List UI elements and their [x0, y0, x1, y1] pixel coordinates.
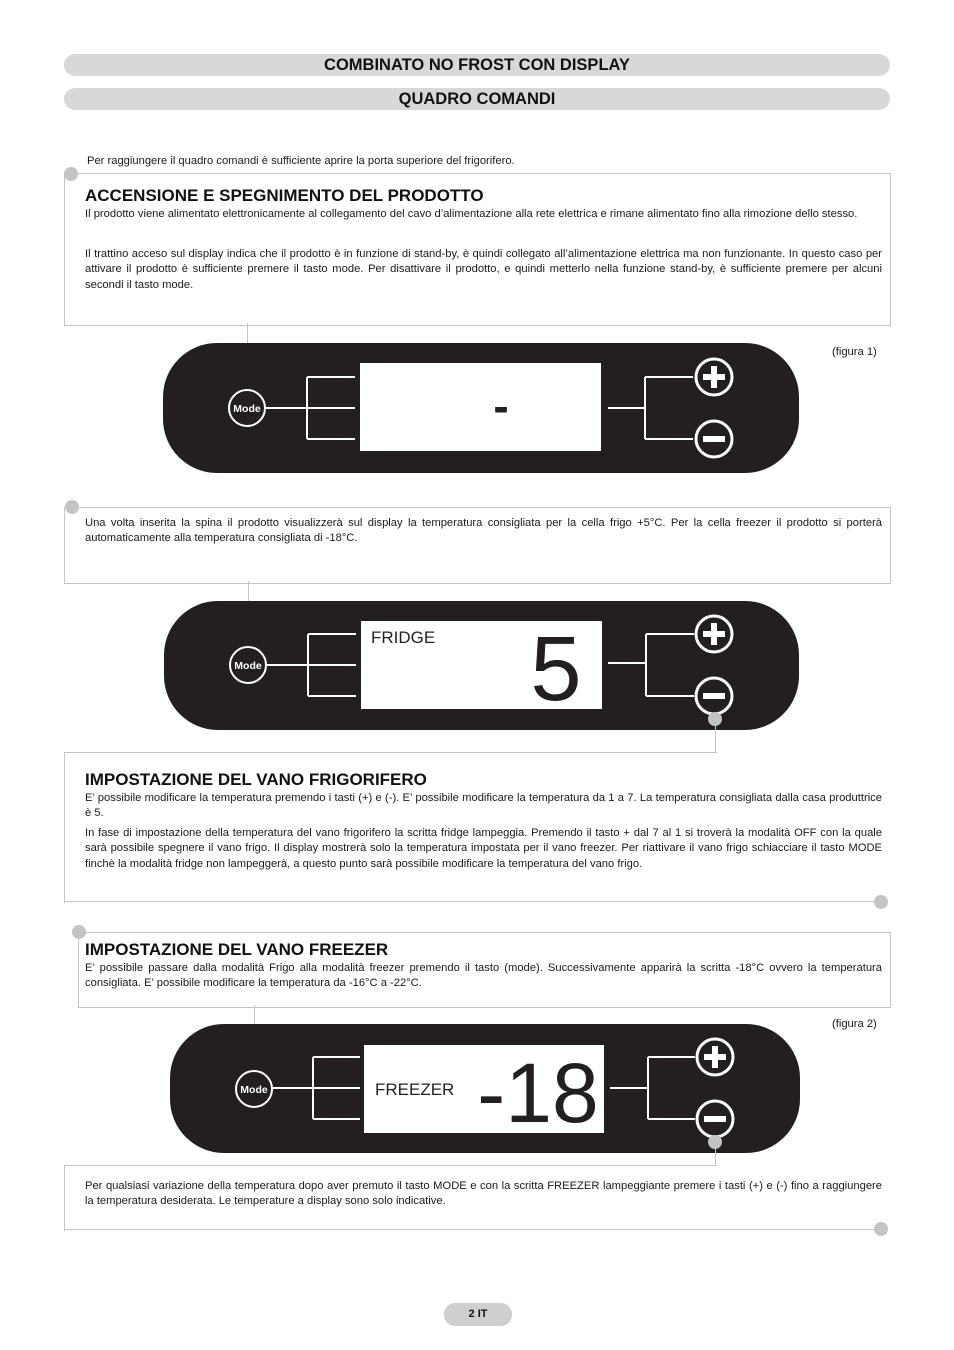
plus-button[interactable]	[696, 359, 732, 395]
document-subtitle: QUADRO COMANDI	[64, 88, 890, 110]
minus-icon	[704, 1116, 726, 1122]
callout-dot	[72, 925, 86, 939]
section-plug-text: Una volta inserita la spina il prodotto visualizzerà sul display la temperatura consigliata per la cella frigo +5°C. Per la cella freezer il prodotto si porterà automaticamente alla temperatura consigliata di -18°C.	[85, 517, 882, 545]
callout-dot	[64, 167, 78, 181]
control-panel-freezer	[170, 1024, 800, 1153]
section-fridge-paragraph-2: In fase di impostazione della temperatura del vano frigorifero la scritta fridge lampeggia. Premendo il tasto + dal 7 al 1 si troverà la modalità OFF con la quale sarà possibile spegnere il vano frigo. Il display mostrerà solo la temperatura impostata per il vano freezer. Per riattivare il vano frigo schiacciare il tasto MODE finchè la modalità fridge non lampeggerà, a questo punto sarà possibile modificare la temperatura del vano frigo.	[85, 827, 882, 870]
mode-button-label: Mode	[233, 403, 261, 415]
minus-button[interactable]	[697, 1101, 733, 1137]
control-panel-fridge	[164, 601, 799, 730]
minus-icon	[703, 693, 725, 699]
display-fridge-value: 5	[530, 618, 582, 720]
mode-button[interactable]	[236, 1071, 272, 1107]
figure1-caption: (figura 1)	[832, 346, 877, 358]
section-power-paragraph-2: Il trattino acceso sul display indica che il prodotto è in funzione di stand-by, è quindi collegato all’alimentazione elettrica ma non funzionante. In questo caso per attivare il prodotto è sufficiente premere il tasto mode. Per disattivare il prodotto, e quindi metterlo nella funzione stand-by, è sufficiente premere per alcuni secondi il tasto mode.	[85, 248, 882, 291]
callout-dot	[65, 500, 79, 514]
document-title: COMBINATO NO FROST CON DISPLAY	[64, 54, 890, 76]
section-fridge-heading: IMPOSTAZIONE DEL VANO FRIGORIFERO	[85, 770, 427, 789]
box-bottom-line	[64, 901, 877, 902]
plus-button[interactable]	[697, 1039, 733, 1075]
mode-button-label: Mode	[234, 660, 262, 672]
minus-icon	[703, 436, 725, 442]
plus-button[interactable]	[696, 616, 732, 652]
section-power-paragraph-1: Il prodotto viene alimentato elettronicamente al collegamento del cavo d’alimentazione alla rete elettrica e rimane alimentato fino alla rimozione dello stesso.	[85, 208, 858, 220]
display-freezer-value: -18	[477, 1046, 599, 1140]
box-bottom-line	[64, 1229, 877, 1230]
callout-line	[715, 1147, 716, 1166]
intro-text: Per raggiungere il quadro comandi è sufficiente aprire la porta superiore del frigorifero.	[87, 155, 515, 167]
page-number: 2 IT	[444, 1303, 512, 1326]
figure2-caption: (figura 2)	[832, 1018, 877, 1030]
mode-button[interactable]	[229, 390, 265, 426]
display-standby-dash: -	[493, 380, 509, 432]
control-panel-standby	[163, 343, 799, 473]
callout-line	[715, 724, 716, 753]
mode-button[interactable]	[230, 647, 266, 683]
section-power-heading: ACCENSIONE E SPEGNIMENTO DEL PRODOTTO	[85, 186, 484, 205]
minus-button[interactable]	[696, 678, 732, 714]
section-final-text: Per qualsiasi variazione della temperatura dopo aver premuto il tasto MODE e con la scritta FREEZER lampeggiante premere i tasti (+) e (-) fino a raggiungere la temperatura desiderata. Le temperature a display sono solo indicative.	[85, 1180, 882, 1208]
minus-button[interactable]	[696, 421, 732, 457]
mode-button-label: Mode	[240, 1084, 268, 1096]
section-fridge-paragraph-1: E’ possibile modificare la temperatura premendo i tasti (+) e (-). E’ possibile modificare la temperatura da 1 a 7. La temperatura consigliata dalla casa produttrice è 5.	[85, 792, 882, 820]
section-freezer-paragraph-1: E’ possibile passare dalla modalità Frigo alla modalità freezer premendo il tasto (mode). Successivamente apparirà la scritta -18°C ovvero la temperatura consigliata. E’ possibile modificare la temperatura da -16°C a -22°C.	[85, 962, 882, 990]
callout-dot	[874, 1222, 888, 1236]
display-freezer-label: FREEZER	[375, 1080, 455, 1099]
display-screen	[360, 363, 601, 451]
display-fridge-label: FRIDGE	[371, 628, 436, 647]
section-freezer-heading: IMPOSTAZIONE DEL VANO FREEZER	[85, 940, 389, 959]
callout-dot	[874, 895, 888, 909]
